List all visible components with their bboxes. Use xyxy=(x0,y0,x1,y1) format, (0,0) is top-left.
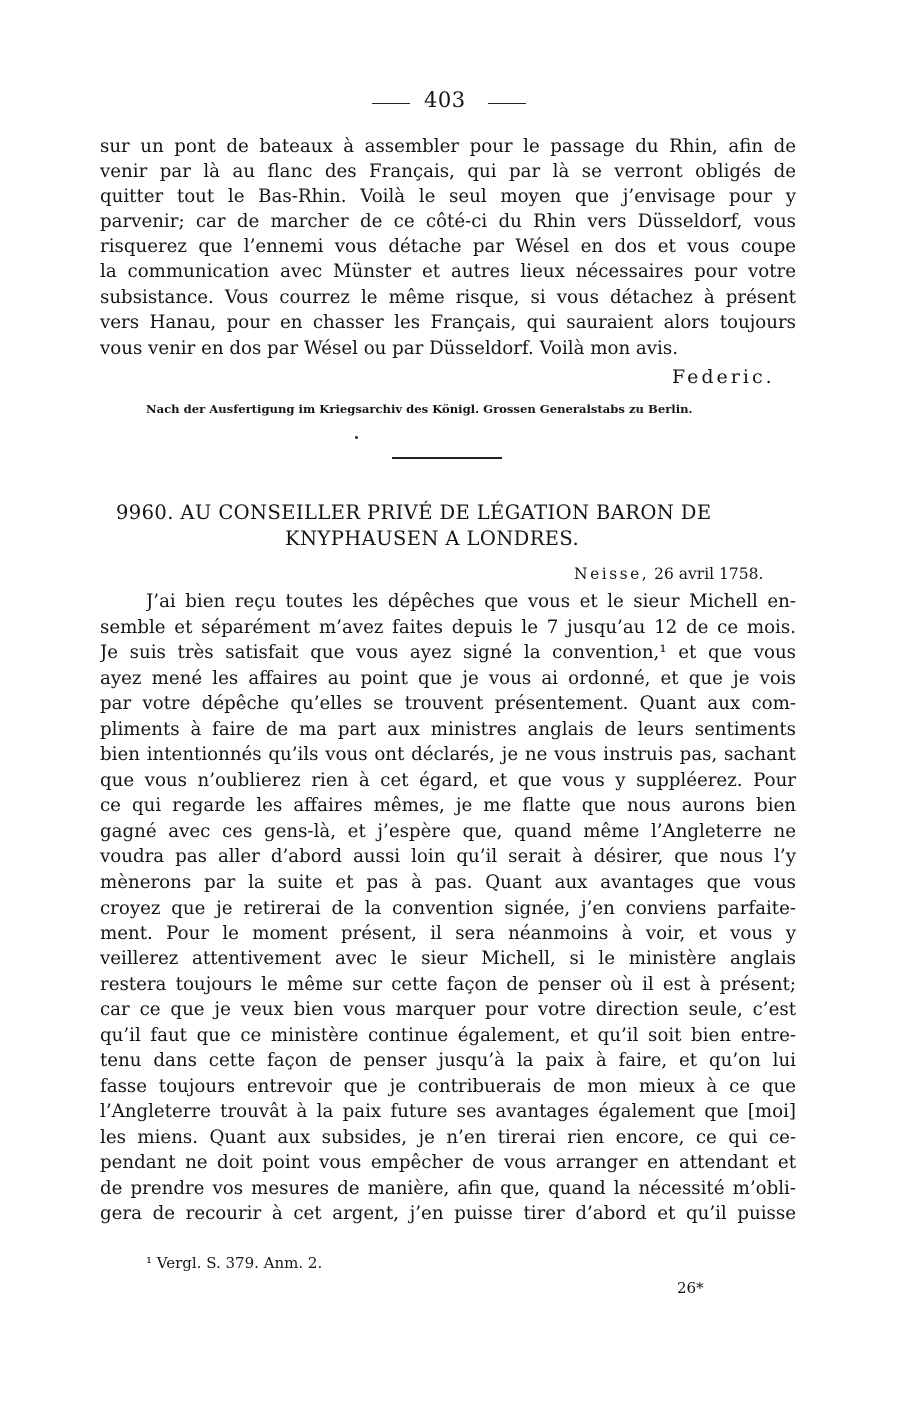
text-line: la communication avec Münster et autres lieux nécessaires pour votre xyxy=(100,261,796,282)
page-number: 403 xyxy=(424,88,466,112)
header-dash-left xyxy=(372,103,410,104)
text-line: risquerez que l’ennemi vous détache par Wésel en dos et vous coupe xyxy=(100,236,796,257)
text-line: voudra pas aller d’abord aussi loin qu’il serait à désirer, que nous l’y xyxy=(100,846,796,867)
letter-heading-line-1: 9960. AU CONSEILLER PRIVÉ DE LÉGATION BARON DE xyxy=(116,501,712,524)
page-header xyxy=(0,88,900,118)
text-line: Je suis très satisfait que vous ayez signé la convention,¹ et que vous xyxy=(100,642,796,663)
text-line: de prendre vos mesures de manière, afin que, quand la nécessité m’obli- xyxy=(100,1178,796,1199)
dateline-place: Neisse, xyxy=(574,565,650,583)
text-line: les miens. Quant aux subsides, je n’en tirerai rien encore, ce qui ce- xyxy=(100,1127,796,1148)
text-line: ce qui regarde les affaires mêmes, je me flatte que nous aurons bien xyxy=(100,795,796,816)
dateline-date: 26 avril 1758. xyxy=(654,565,764,583)
text-line: ment. Pour le moment présent, il sera néanmoins à voir, et vous y xyxy=(100,923,796,944)
text-line: J’ai bien reçu toutes les dépêches que vous et le sieur Michell en- xyxy=(146,591,796,612)
text-line: veillerez attentivement avec le sieur Michell, si le ministère anglais xyxy=(100,948,796,969)
text-line: ayez mené les affaires au point que je vous ai ordonné, et que je vois xyxy=(100,668,796,689)
source-note: Nach der Ausfertigung im Kriegsarchiv des Königl. Grossen Generalstabs zu Berlin. xyxy=(146,402,693,416)
letter-heading-line-2: KNYPHAUSEN A LONDRES. xyxy=(285,527,580,550)
text-line: fasse toujours entrevoir que je contribuerais de mon mieux à ce que xyxy=(100,1076,796,1097)
text-line: gagné avec ces gens-là, et j’espère que, quand même l’Angleterre ne xyxy=(100,821,796,842)
signature: Federic. xyxy=(672,366,775,388)
text-line: gera de recourir à cet argent, j’en puisse tirer d’abord et qu’il puisse xyxy=(100,1203,796,1224)
text-line: semble et séparément m’avez faites depuis le 7 jusqu’au 12 de ce mois. xyxy=(100,617,796,638)
text-line: mènerons par la suite et pas à pas. Quant aux avantages que vous xyxy=(100,872,796,893)
text-line: par votre dépêche qu’elles se trouvent présentement. Quant aux com- xyxy=(100,693,796,714)
text-line: pliments à faire de ma part aux ministres anglais de leurs sentiments xyxy=(100,719,796,740)
text-line: quitter tout le Bas-Rhin. Voilà le seul moyen que j’envisage pour y xyxy=(100,186,796,207)
text-line: croyez que je retirerai de la convention signée, j’en conviens parfaite- xyxy=(100,898,796,919)
stray-mark xyxy=(355,436,358,439)
text-line: l’Angleterre trouvât à la paix future ses avantages également que [moi] xyxy=(100,1101,796,1122)
section-rule xyxy=(392,457,502,459)
text-line: tenu dans cette façon de penser jusqu’à la paix à faire, et qu’on lui xyxy=(100,1050,796,1071)
footnote: ¹ Vergl. S. 379. Anm. 2. xyxy=(146,1254,323,1272)
text-line: sur un pont de bateaux à assembler pour le passage du Rhin, afin de xyxy=(100,136,796,157)
text-line: que vous n’oublierez rien à cet égard, et que vous y suppléerez. Pour xyxy=(100,770,796,791)
text-line: venir par là au flanc des Français, qui par là se verront obligés de xyxy=(100,161,796,182)
text-line: parvenir; car de marcher de ce côté-ci du Rhin vers Düsseldorf, vous xyxy=(100,211,796,232)
text-line: qu’il faut que ce ministère continue également, et qu’il soit bien entre- xyxy=(100,1025,796,1046)
printer-signature-mark: 26* xyxy=(677,1279,704,1297)
header-dash-right xyxy=(488,103,526,104)
text-line: car ce que je veux bien vous marquer pour votre direction seule, c’est xyxy=(100,999,796,1020)
text-line: vers Hanau, pour en chasser les Français, qui sauraient alors toujours xyxy=(100,312,796,333)
text-line: bien intentionnés qu’ils vous ont déclarés, je ne vous instruis pas, sachant xyxy=(100,744,796,765)
text-line: pendant ne doit point vous empêcher de vous arranger en attendant et xyxy=(100,1152,796,1173)
text-line: subsistance. Vous courrez le même risque, si vous détachez à présent xyxy=(100,287,796,308)
text-line: vous venir en dos par Wésel ou par Düsseldorf. Voilà mon avis. xyxy=(100,338,678,359)
text-line: restera toujours le même sur cette façon de penser où il est à présent; xyxy=(100,974,796,995)
dateline xyxy=(574,565,763,583)
